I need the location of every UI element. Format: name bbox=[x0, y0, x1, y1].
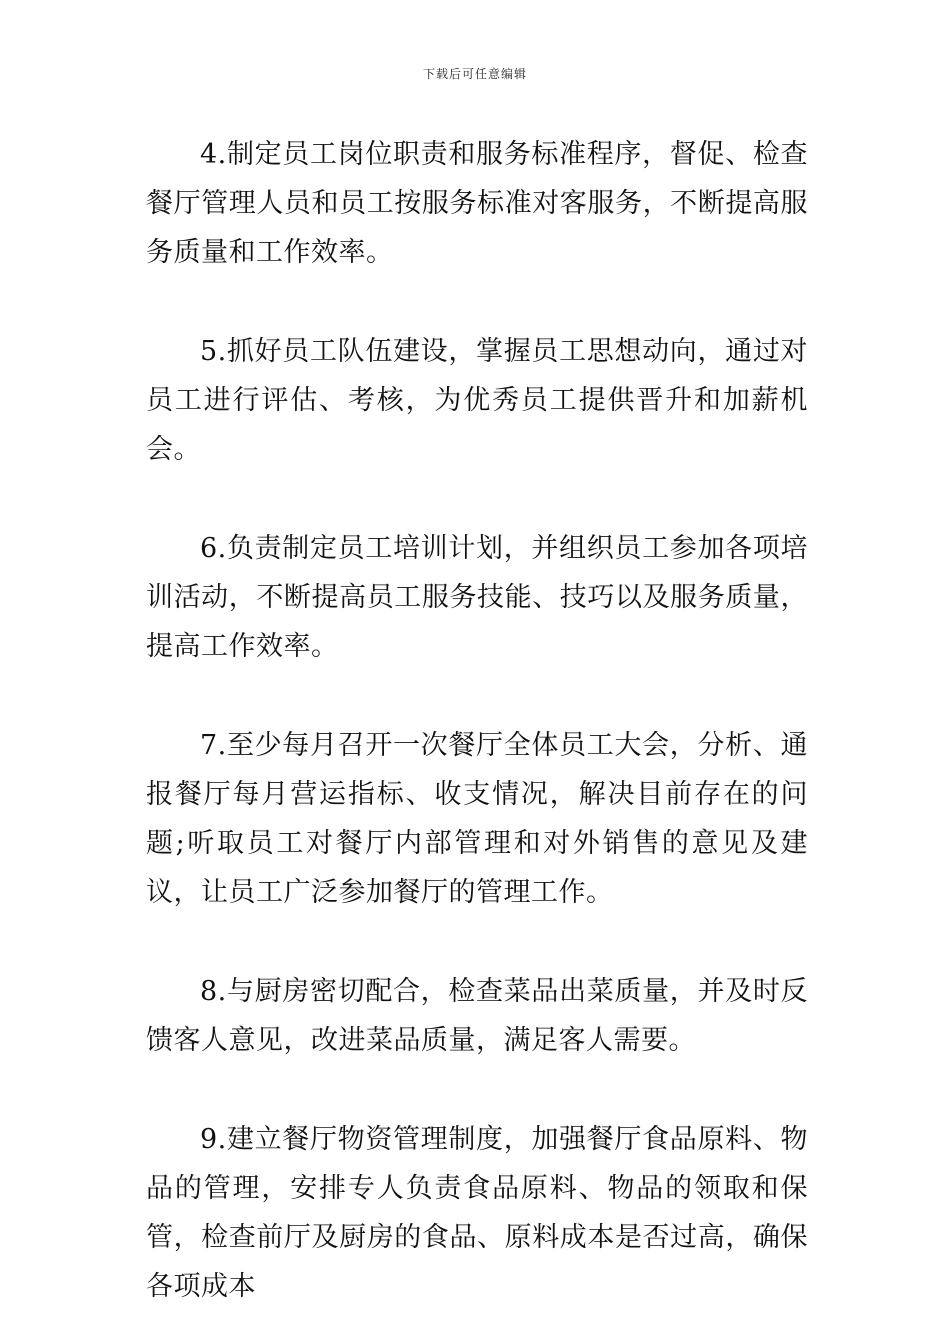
paragraph-item-7: 7.至少每月召开一次餐厅全体员工大会，分析、通报餐厅每月营运指标、收支情况，解决目前存在的问题;听取员工对餐厅内部管理和对外销售的意见及建议，让员工广泛参加餐厅的管理工作。 bbox=[146, 730, 808, 908]
paragraph-item-8: 8.与厨房密切配合，检查菜品出菜质量，并及时反馈客人意见，改进菜品质量，满足客人需要。 bbox=[146, 976, 808, 1056]
body-text bbox=[146, 130, 808, 1311]
header-note: 下载后可任意编辑 bbox=[422, 67, 527, 81]
paragraph-item-9: 9.建立餐厅物资管理制度，加强餐厅食品原料、物品的管理，安排专人负责食品原料、物品的领取和保管，检查前厅及厨房的食品、原料成本是否过高，确保各项成本 bbox=[146, 1124, 808, 1302]
paragraph-item-5: 5.抓好员工队伍建设，掌握员工思想动向，通过对员工进行评估、考核，为优秀员工提供晋升和加薪机会。 bbox=[146, 336, 808, 465]
paragraph-item-6: 6.负责制定员工培训计划，并组织员工参加各项培训活动，不断提高员工服务技能、技巧以及服务质量，提高工作效率。 bbox=[146, 533, 808, 662]
paragraph-item-4: 4.制定员工岗位职责和服务标准程序，督促、检查餐厅管理人员和员工按服务标准对客服务，不断提高服务质量和工作效率。 bbox=[146, 139, 808, 268]
